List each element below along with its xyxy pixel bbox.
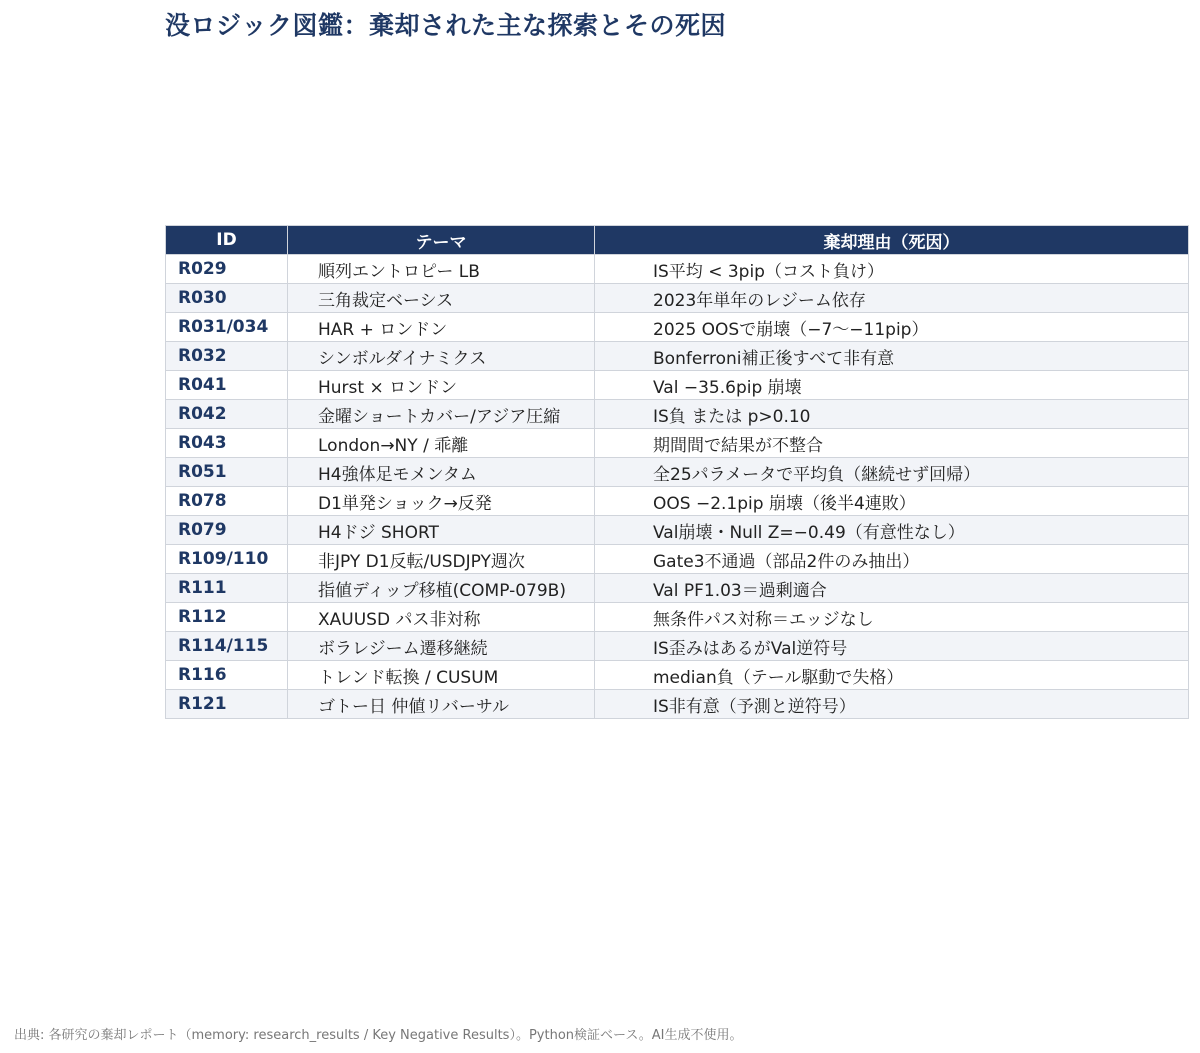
row-theme-cell: 金曜ショートカバー/アジア圧縮 [288,400,595,429]
row-theme-cell: ボラレジーム遷移継続 [288,632,595,661]
table-row [166,690,1189,719]
table-row [166,603,1189,632]
row-id-cell: R041 [166,371,288,400]
row-reason-cell: Bonferroni補正後すべて非有意 [595,342,1189,371]
row-theme-cell: ゴトー日 仲値リバーサル [288,690,595,719]
row-theme-cell: 非JPY D1反転/USDJPY週次 [288,545,595,574]
page-title: 没ロジック図鑑：棄却された主な探索とその死因 [165,11,727,40]
row-id-cell: R031/034 [166,313,288,342]
row-id-cell: R079 [166,516,288,545]
rejected-logic-table [165,225,1189,719]
table-row [166,516,1189,545]
row-reason-cell: Val PF1.03＝過剰適合 [595,574,1189,603]
row-id-cell: R112 [166,603,288,632]
row-theme-cell: 三角裁定ベーシス [288,284,595,313]
row-theme-cell: H4ドジ SHORT [288,516,595,545]
table-row [166,284,1189,313]
row-id-cell: R032 [166,342,288,371]
row-theme-cell: London→NY / 乖離 [288,429,595,458]
row-theme-cell: 指値ディップ移植(COMP-079B) [288,574,595,603]
row-reason-cell: IS平均 < 3pip（コスト負け） [595,255,1189,284]
source-footnote: 出典: 各研究の棄却レポート（memory: research_results / Key Negative Results）。Python検証ベース。AI生成不使用。 [14,1028,743,1043]
table-row [166,487,1189,516]
row-reason-cell: 2025 OOSで崩壊（−7〜−11pip） [595,313,1189,342]
row-theme-cell: XAUUSD パス非対称 [288,603,595,632]
column-header-theme: テーマ [288,226,595,255]
row-theme-cell: HAR + ロンドン [288,313,595,342]
row-id-cell: R029 [166,255,288,284]
table-row [166,632,1189,661]
row-id-cell: R042 [166,400,288,429]
row-id-cell: R078 [166,487,288,516]
table-row [166,255,1189,284]
row-theme-cell: トレンド転換 / CUSUM [288,661,595,690]
row-reason-cell: OOS −2.1pip 崩壊（後半4連敗） [595,487,1189,516]
row-theme-cell: 順列エントロピー LB [288,255,595,284]
row-id-cell: R116 [166,661,288,690]
row-id-cell: R114/115 [166,632,288,661]
table-row [166,661,1189,690]
row-theme-cell: Hurst × ロンドン [288,371,595,400]
column-header-reason: 棄却理由（死因） [595,226,1189,255]
row-id-cell: R030 [166,284,288,313]
row-id-cell: R043 [166,429,288,458]
row-reason-cell: 期間間で結果が不整合 [595,429,1189,458]
table-body [166,255,1189,719]
row-theme-cell: D1単発ショック→反発 [288,487,595,516]
row-theme-cell: シンボルダイナミクス [288,342,595,371]
table-row [166,458,1189,487]
table-row [166,371,1189,400]
row-id-cell: R109/110 [166,545,288,574]
row-theme-cell: H4強体足モメンタム [288,458,595,487]
column-header-id: ID [166,226,288,255]
row-reason-cell: median負（テール駆動で失格） [595,661,1189,690]
table-row [166,313,1189,342]
row-reason-cell: Val崩壊・Null Z=−0.49（有意性なし） [595,516,1189,545]
row-reason-cell: 全25パラメータで平均負（継続せず回帰） [595,458,1189,487]
table-row [166,342,1189,371]
table-row [166,574,1189,603]
row-reason-cell: 無条件パス対称＝エッジなし [595,603,1189,632]
row-reason-cell: IS負 または p>0.10 [595,400,1189,429]
table-row [166,545,1189,574]
row-reason-cell: Gate3不通過（部品2件のみ抽出） [595,545,1189,574]
row-id-cell: R051 [166,458,288,487]
table-row [166,400,1189,429]
table-header-row [166,226,1189,255]
row-reason-cell: Val −35.6pip 崩壊 [595,371,1189,400]
row-reason-cell: 2023年単年のレジーム依存 [595,284,1189,313]
row-id-cell: R111 [166,574,288,603]
row-reason-cell: IS歪みはあるがVal逆符号 [595,632,1189,661]
table-row [166,429,1189,458]
row-reason-cell: IS非有意（予測と逆符号） [595,690,1189,719]
row-id-cell: R121 [166,690,288,719]
